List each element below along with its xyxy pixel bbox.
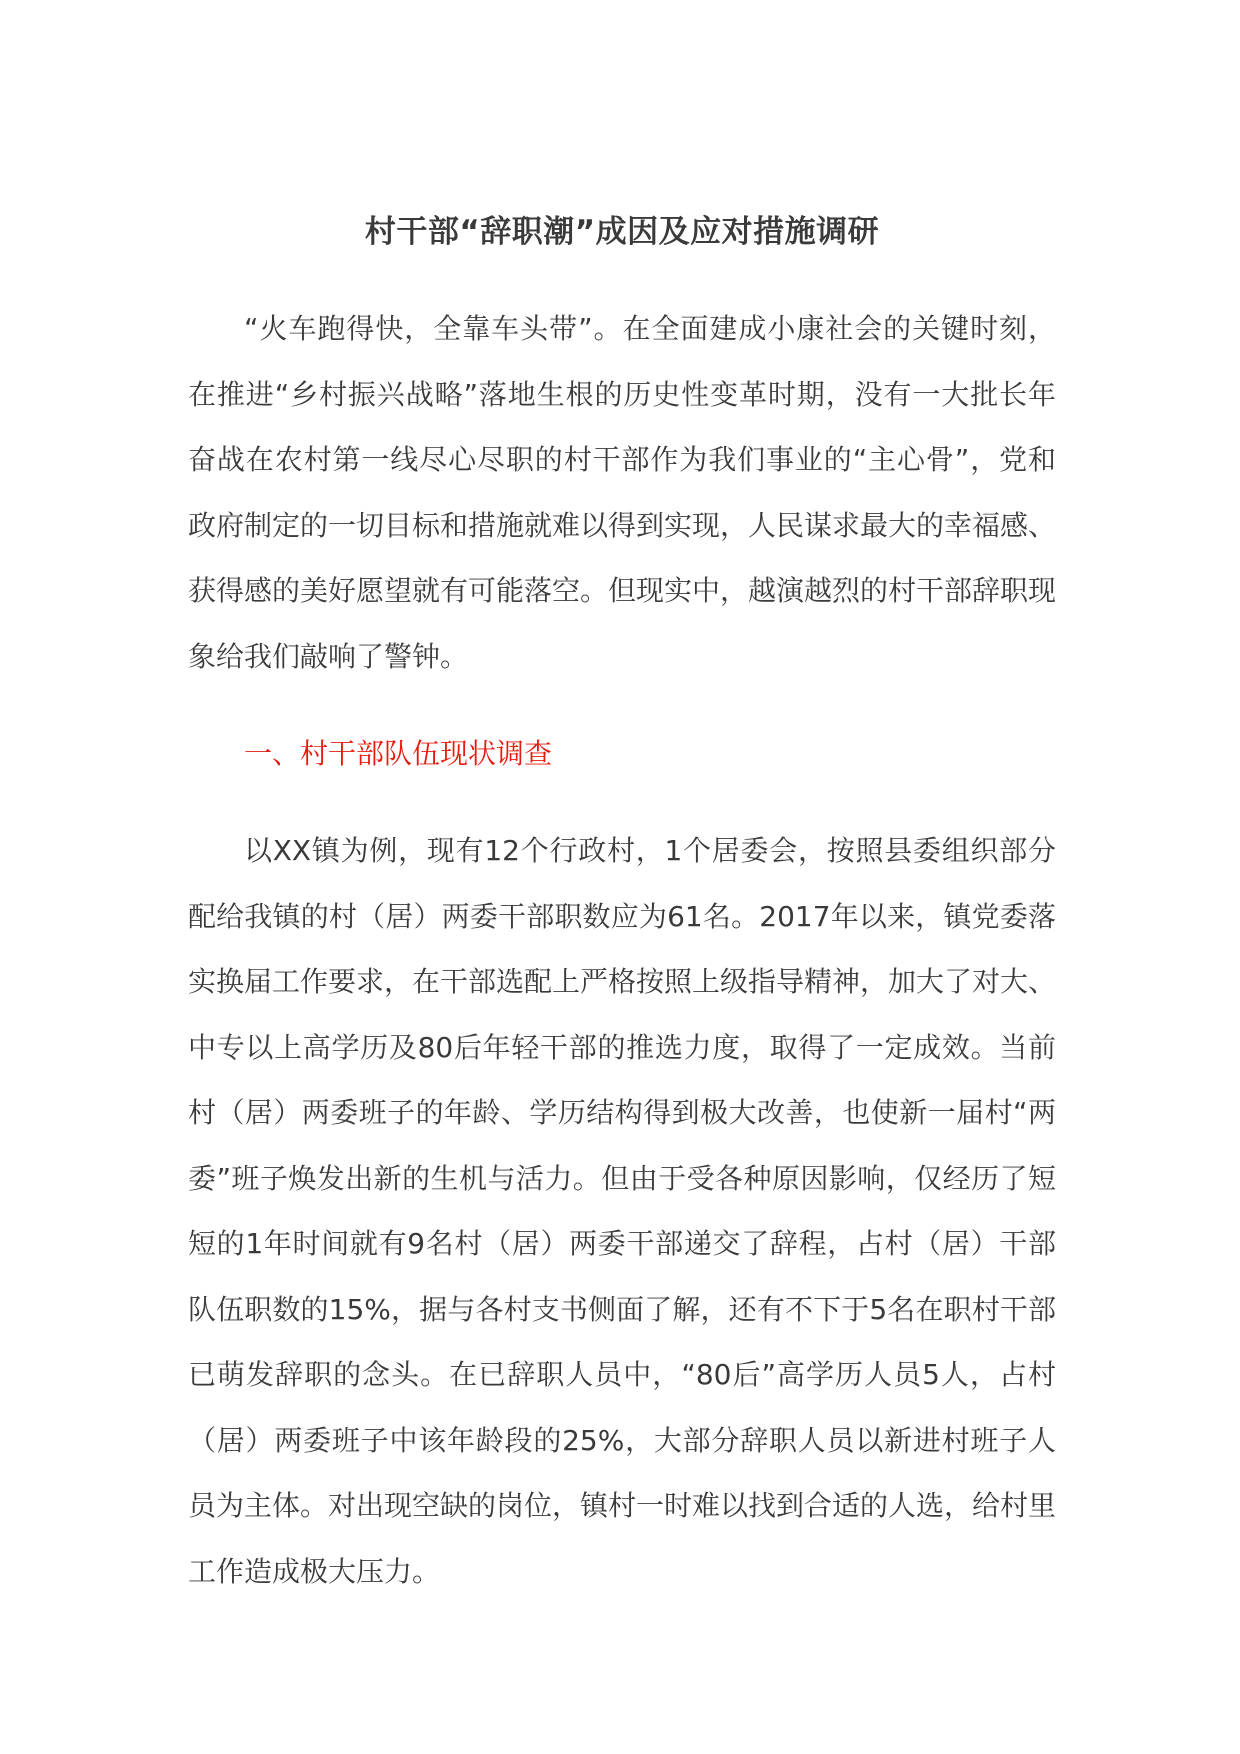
section-1-paragraph: 以XX镇为例，现有12个行政村，1个居委会，按照县委组织部分配给我镇的村（居）两委干部职数应为61名。2017年以来，镇党委落实换届工作要求，在干部选配上严格按照上级指导精神，加大了对大、中专以上高学历及80后年轻干部的推选力度，取得了一定成效。当前村（居）两委班子的年龄、学历结构得到极大改善，也使新一届村“两委”班子焕发出新的生机与活力。但由于受各种原因影响，仅经历了短短的1年时间就有9名村（居）两委干部递交了辞程，占村（居）干部队伍职数的15%，据与各村支书侧面了解，还有不下于5名在职村干部已萌发辞职的念头。在已辞职人员中，“80后”高学历人员5人，占村（居）两委班子中该年龄段的25%，大部分辞职人员以新进村班子人员为主体。对出现空缺的岗位，镇村一时难以找到合适的人选，给村里工作造成极大压力。	[188, 834, 1057, 1588]
section-heading-1: 一、村干部队伍现状调查	[244, 737, 553, 770]
document-title: 村干部“辞职潮”成因及应对措施调研	[364, 214, 880, 250]
document-page	[188, 200, 1056, 1604]
intro-paragraph: “火车跑得快，全靠车头带”。在全面建成小康社会的关键时刻，在推进“乡村振兴战略”落地生根的历史性变革时期，没有一大批长年奋战在农村第一线尽心尽职的村干部作为我们事业的“主心骨”，党和政府制定的一切目标和措施就难以得到实现，人民谋求最大的幸福感、获得感的美好愿望就有可能落空。但现实中，越演越烈的村干部辞职现象给我们敲响了警钟。	[188, 312, 1057, 673]
